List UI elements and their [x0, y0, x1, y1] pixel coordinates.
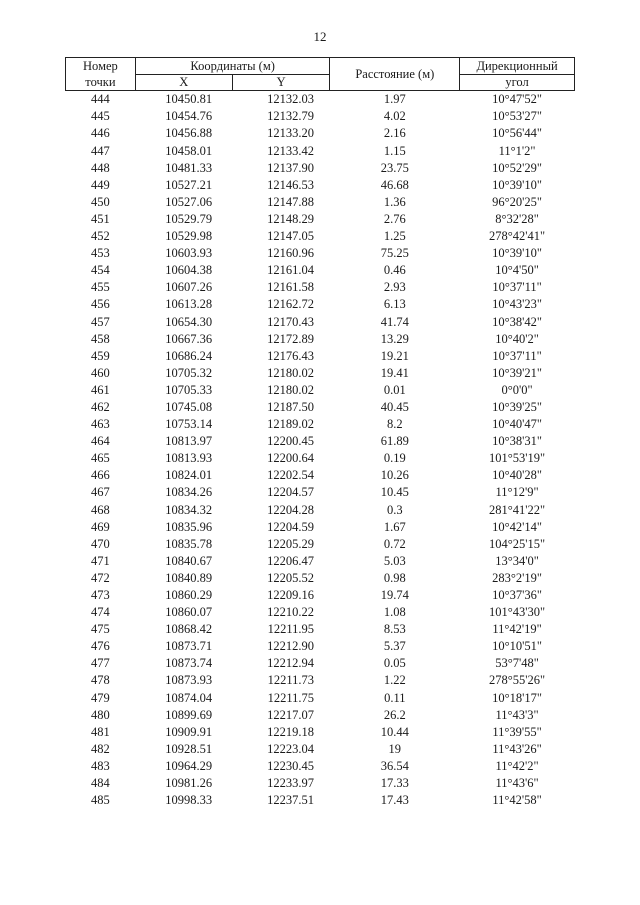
- direction-angle-cell: 10°42'14": [492, 519, 542, 534]
- point-number-cell: 457: [91, 314, 110, 329]
- point-number-cell: 460: [91, 365, 110, 380]
- page-number: 12: [313, 29, 327, 44]
- x-cell: 10705.32: [165, 365, 213, 380]
- y-cell: 12148.29: [267, 211, 314, 226]
- direction-angle-cell: 10°40'47": [492, 417, 542, 432]
- point-number-cell: 473: [91, 588, 110, 603]
- y-cell: 12189.02: [267, 417, 314, 432]
- y-cell: 12161.58: [267, 280, 314, 295]
- distance-cell: 1.08: [383, 605, 406, 620]
- distance-cell: 1.25: [383, 229, 406, 244]
- header-coordinates: Координаты (м): [135, 58, 330, 75]
- point-number-cell: 467: [91, 485, 110, 500]
- x-cell: 10456.88: [165, 126, 213, 141]
- x-cell: 10603.93: [165, 246, 213, 261]
- x-cell: 10981.26: [165, 776, 213, 791]
- x-cell: 10873.93: [165, 673, 213, 688]
- x-cell: 10607.26: [165, 280, 213, 295]
- distance-cell: 0.01: [383, 382, 406, 397]
- distance-cell: 2.76: [383, 211, 406, 226]
- table-row: [66, 347, 575, 364]
- direction-angle-cell: 10°47'52": [492, 92, 542, 107]
- distance-cell: 0.98: [383, 570, 406, 585]
- direction-angle-cell: 53°7'48": [495, 656, 539, 671]
- direction-angle-cell: 0°0'0": [501, 382, 533, 397]
- table-row: [66, 775, 575, 792]
- direction-angle-cell: 101°53'19": [489, 451, 546, 466]
- distance-cell: 36.54: [380, 758, 409, 773]
- point-number-cell: 471: [91, 553, 110, 568]
- y-cell: 12212.90: [267, 639, 314, 654]
- point-number-cell: 469: [91, 519, 110, 534]
- distance-cell: 5.03: [383, 553, 406, 568]
- point-number-cell: 456: [91, 297, 110, 312]
- y-cell: 12230.45: [267, 758, 314, 773]
- distance-cell: 10.26: [380, 468, 409, 483]
- distance-cell: 46.68: [380, 177, 409, 192]
- table-row: [66, 159, 575, 176]
- x-cell: 10753.14: [165, 417, 213, 432]
- table-row: [66, 689, 575, 706]
- table-row: [66, 296, 575, 313]
- distance-cell: 1.36: [383, 194, 406, 209]
- point-number-cell: 484: [91, 776, 110, 791]
- distance-cell: 8.2: [386, 417, 403, 432]
- point-number-cell: 477: [91, 656, 110, 671]
- table-row: [66, 228, 575, 245]
- table-row: [66, 279, 575, 296]
- distance-cell: 17.43: [380, 793, 409, 808]
- direction-angle-cell: 10°38'31": [492, 434, 542, 449]
- point-number-cell: 472: [91, 570, 110, 585]
- x-cell: 10529.98: [165, 229, 213, 244]
- point-number-cell: 479: [91, 690, 110, 705]
- distance-cell: 5.37: [383, 639, 406, 654]
- y-cell: 12204.57: [267, 485, 314, 500]
- table-row: [66, 535, 575, 552]
- y-cell: 12132.03: [267, 92, 314, 107]
- direction-angle-cell: 10°53'27": [492, 109, 542, 124]
- distance-cell: 26.2: [383, 707, 406, 722]
- distance-cell: 19.21: [380, 348, 409, 363]
- direction-angle-cell: 10°40'2": [495, 331, 539, 346]
- x-cell: 10909.91: [165, 724, 213, 739]
- table-row: [66, 211, 575, 228]
- direction-angle-cell: 11°1'2": [498, 143, 536, 158]
- y-cell: 12217.07: [267, 707, 314, 722]
- direction-angle-cell: 10°40'28": [492, 468, 542, 483]
- y-cell: 12160.96: [267, 246, 314, 261]
- point-number-cell: 462: [91, 399, 110, 414]
- point-number-cell: 485: [91, 793, 110, 808]
- table-row: [66, 313, 575, 330]
- distance-cell: 61.89: [380, 434, 409, 449]
- distance-cell: 10.45: [380, 485, 409, 500]
- distance-cell: 1.22: [383, 673, 406, 688]
- y-cell: 12219.18: [267, 724, 314, 739]
- point-number-cell: 459: [91, 348, 110, 363]
- y-cell: 12223.04: [267, 741, 314, 756]
- y-cell: 12205.52: [267, 570, 314, 585]
- x-cell: 10529.79: [165, 211, 213, 226]
- table-row: [66, 672, 575, 689]
- direction-angle-cell: 101°43'30": [489, 605, 546, 620]
- distance-cell: 75.25: [380, 246, 409, 261]
- direction-angle-cell: 10°39'10": [492, 177, 542, 192]
- x-cell: 10654.30: [165, 314, 213, 329]
- point-number-cell: 465: [91, 451, 110, 466]
- table-row: [66, 330, 575, 347]
- x-cell: 10454.76: [165, 109, 213, 124]
- table-row: [66, 416, 575, 433]
- point-number-cell: 451: [91, 211, 110, 226]
- y-cell: 12133.42: [267, 143, 314, 158]
- table-row: [66, 638, 575, 655]
- x-cell: 10705.33: [165, 382, 213, 397]
- x-cell: 10840.89: [165, 570, 213, 585]
- y-cell: 12204.28: [267, 502, 314, 517]
- y-cell: 12146.53: [267, 177, 314, 192]
- y-cell: 12133.20: [267, 126, 314, 141]
- table-row: [66, 194, 575, 211]
- direction-angle-cell: 10°39'10": [492, 246, 542, 261]
- table-row: [66, 792, 575, 809]
- distance-cell: 1.97: [383, 92, 406, 107]
- distance-cell: 0.19: [383, 451, 406, 466]
- distance-cell: 0.11: [384, 690, 406, 705]
- y-cell: 12233.97: [267, 776, 314, 791]
- y-cell: 12161.04: [267, 263, 314, 278]
- header-x: X: [135, 75, 232, 91]
- direction-angle-cell: 11°43'26": [492, 741, 542, 756]
- distance-cell: 19.41: [380, 365, 409, 380]
- direction-angle-cell: 10°39'25": [492, 399, 542, 414]
- x-cell: 10835.96: [165, 519, 213, 534]
- x-cell: 10458.01: [165, 143, 213, 158]
- table-row: [66, 587, 575, 604]
- point-number-cell: 445: [91, 109, 110, 124]
- direction-angle-cell: 10°56'44": [492, 126, 542, 141]
- direction-angle-cell: 10°18'17": [492, 690, 542, 705]
- table-row: [66, 553, 575, 570]
- header-angle: угол: [460, 75, 575, 91]
- direction-angle-cell: 11°39'55": [492, 724, 542, 739]
- direction-angle-cell: 10°52'29": [492, 160, 542, 175]
- y-cell: 12172.89: [267, 331, 314, 346]
- direction-angle-cell: 8°32'28": [495, 211, 539, 226]
- point-number-cell: 449: [91, 177, 110, 192]
- direction-angle-cell: 10°38'42": [492, 314, 542, 329]
- y-cell: 12147.88: [267, 194, 314, 209]
- point-number-cell: 453: [91, 246, 110, 261]
- y-cell: 12200.45: [267, 434, 314, 449]
- y-cell: 12202.54: [267, 468, 314, 483]
- distance-cell: 8.53: [383, 622, 406, 637]
- point-number-cell: 466: [91, 468, 110, 483]
- distance-cell: 0.72: [383, 536, 406, 551]
- distance-cell: 4.02: [383, 109, 406, 124]
- y-cell: 12211.95: [267, 622, 314, 637]
- distance-cell: 2.93: [383, 280, 406, 295]
- point-number-cell: 481: [91, 724, 110, 739]
- table-row: [66, 484, 575, 501]
- y-cell: 12212.94: [267, 656, 314, 671]
- y-cell: 12170.43: [267, 314, 314, 329]
- direction-angle-cell: 10°4'50": [495, 263, 539, 278]
- x-cell: 10481.33: [165, 160, 213, 175]
- x-cell: 10834.32: [165, 502, 213, 517]
- direction-angle-cell: 10°37'11": [492, 280, 542, 295]
- table-row: [66, 570, 575, 587]
- x-cell: 10835.78: [165, 536, 213, 551]
- distance-cell: 0.3: [386, 502, 403, 517]
- direction-angle-cell: 281°41'22": [489, 502, 546, 517]
- distance-cell: 41.74: [380, 314, 409, 329]
- table-row: [66, 176, 575, 193]
- table-row: [66, 125, 575, 142]
- x-cell: 10527.21: [165, 177, 213, 192]
- x-cell: 10964.29: [165, 758, 213, 773]
- table-row: [66, 758, 575, 775]
- point-number-cell: 444: [91, 92, 110, 107]
- table-row: [66, 604, 575, 621]
- table-row: [66, 450, 575, 467]
- x-cell: 10868.42: [165, 622, 213, 637]
- coordinates-table: [65, 57, 575, 809]
- direction-angle-cell: 10°37'36": [492, 588, 542, 603]
- table-row: [66, 142, 575, 159]
- x-cell: 10860.29: [165, 588, 213, 603]
- point-number-cell: 475: [91, 622, 110, 637]
- point-number-cell: 450: [91, 194, 110, 209]
- x-cell: 10824.01: [165, 468, 213, 483]
- point-number-cell: 476: [91, 639, 110, 654]
- table-row: [66, 262, 575, 279]
- x-cell: 10813.93: [165, 451, 213, 466]
- table-row: [66, 621, 575, 638]
- point-number-cell: 458: [91, 331, 110, 346]
- distance-cell: 1.15: [383, 143, 406, 158]
- y-cell: 12209.16: [267, 588, 314, 603]
- x-cell: 10527.06: [165, 194, 213, 209]
- y-cell: 12204.59: [267, 519, 314, 534]
- y-cell: 12176.43: [267, 348, 314, 363]
- direction-angle-cell: 278°42'41": [489, 229, 546, 244]
- distance-cell: 19: [388, 741, 402, 756]
- x-cell: 10899.69: [165, 707, 213, 722]
- point-number-cell: 480: [91, 707, 110, 722]
- point-number-cell: 446: [91, 126, 110, 141]
- table-row: [66, 399, 575, 416]
- header-direction: Дирекционный: [460, 58, 575, 75]
- direction-angle-cell: 96°20'25": [492, 194, 542, 209]
- y-cell: 12211.73: [267, 673, 314, 688]
- table-row: [66, 467, 575, 484]
- distance-cell: 19.74: [380, 588, 409, 603]
- direction-angle-cell: 10°10'51": [492, 639, 542, 654]
- header-point-number: Номер: [66, 58, 136, 75]
- point-number-cell: 447: [91, 143, 110, 158]
- distance-cell: 23.75: [380, 160, 409, 175]
- table-row: [66, 741, 575, 758]
- distance-cell: 6.13: [383, 297, 406, 312]
- direction-angle-cell: 283°2'19": [492, 570, 542, 585]
- x-cell: 10450.81: [165, 92, 213, 107]
- x-cell: 10813.97: [165, 434, 213, 449]
- x-cell: 10745.08: [165, 399, 213, 414]
- x-cell: 10873.71: [165, 639, 213, 654]
- direction-angle-cell: 11°42'58": [492, 793, 542, 808]
- point-number-cell: 455: [91, 280, 110, 295]
- x-cell: 10874.04: [165, 690, 213, 705]
- direction-angle-cell: 10°39'21": [492, 365, 542, 380]
- y-cell: 12147.05: [267, 229, 314, 244]
- point-number-cell: 464: [91, 434, 110, 449]
- table-header: [66, 58, 575, 91]
- y-cell: 12210.22: [267, 605, 314, 620]
- table-row: [66, 245, 575, 262]
- table-row: [66, 706, 575, 723]
- table-row: [66, 91, 575, 109]
- point-number-cell: 482: [91, 741, 110, 756]
- direction-angle-cell: 11°43'3": [495, 707, 539, 722]
- point-number-cell: 478: [91, 673, 110, 688]
- y-cell: 12180.02: [267, 382, 314, 397]
- y-cell: 12206.47: [267, 553, 314, 568]
- x-cell: 10860.07: [165, 605, 213, 620]
- y-cell: 12132.79: [267, 109, 314, 124]
- y-cell: 12137.90: [267, 160, 314, 175]
- point-number-cell: 454: [91, 263, 110, 278]
- direction-angle-cell: 11°42'19": [492, 622, 542, 637]
- y-cell: 12187.50: [267, 399, 314, 414]
- point-number-cell: 483: [91, 758, 110, 773]
- y-cell: 12211.75: [267, 690, 314, 705]
- y-cell: 12237.51: [267, 793, 314, 808]
- x-cell: 10998.33: [165, 793, 213, 808]
- direction-angle-cell: 10°43'23": [492, 297, 542, 312]
- distance-cell: 10.44: [380, 724, 409, 739]
- point-number-cell: 452: [91, 229, 110, 244]
- y-cell: 12180.02: [267, 365, 314, 380]
- point-number-cell: 461: [91, 382, 110, 397]
- distance-cell: 0.46: [383, 263, 406, 278]
- x-cell: 10928.51: [165, 741, 213, 756]
- distance-cell: 13.29: [380, 331, 409, 346]
- x-cell: 10834.26: [165, 485, 213, 500]
- point-number-cell: 468: [91, 502, 110, 517]
- direction-angle-cell: 11°42'2": [495, 758, 539, 773]
- point-number-cell: 474: [91, 605, 110, 620]
- x-cell: 10667.36: [165, 331, 213, 346]
- point-number-cell: 463: [91, 417, 110, 432]
- table-row: [66, 501, 575, 518]
- distance-cell: 40.45: [380, 399, 409, 414]
- table-row: [66, 518, 575, 535]
- x-cell: 10604.38: [165, 263, 213, 278]
- header-distance: Расстояние (м): [330, 58, 460, 91]
- y-cell: 12205.29: [267, 536, 314, 551]
- distance-cell: 17.33: [380, 776, 409, 791]
- table-row: [66, 382, 575, 399]
- table-row: [66, 723, 575, 740]
- distance-cell: 2.16: [383, 126, 406, 141]
- direction-angle-cell: 104°25'15": [489, 536, 546, 551]
- table-row: [66, 433, 575, 450]
- header-point-label: точки: [66, 75, 136, 91]
- y-cell: 12200.64: [267, 451, 314, 466]
- x-cell: 10840.67: [165, 553, 213, 568]
- table-row: [66, 365, 575, 382]
- x-cell: 10873.74: [165, 656, 213, 671]
- table-row: [66, 655, 575, 672]
- distance-cell: 1.67: [383, 519, 406, 534]
- direction-angle-cell: 13°34'0": [495, 553, 539, 568]
- header-y: Y: [232, 75, 330, 91]
- distance-cell: 0.05: [383, 656, 406, 671]
- table-row: [66, 108, 575, 125]
- direction-angle-cell: 11°43'6": [495, 776, 539, 791]
- point-number-cell: 448: [91, 160, 110, 175]
- point-number-cell: 470: [91, 536, 110, 551]
- direction-angle-cell: 11°12'9": [495, 485, 539, 500]
- y-cell: 12162.72: [267, 297, 314, 312]
- direction-angle-cell: 278°55'26": [489, 673, 546, 688]
- x-cell: 10613.28: [165, 297, 213, 312]
- table-body: [66, 91, 575, 809]
- direction-angle-cell: 10°37'11": [492, 348, 542, 363]
- x-cell: 10686.24: [165, 348, 213, 363]
